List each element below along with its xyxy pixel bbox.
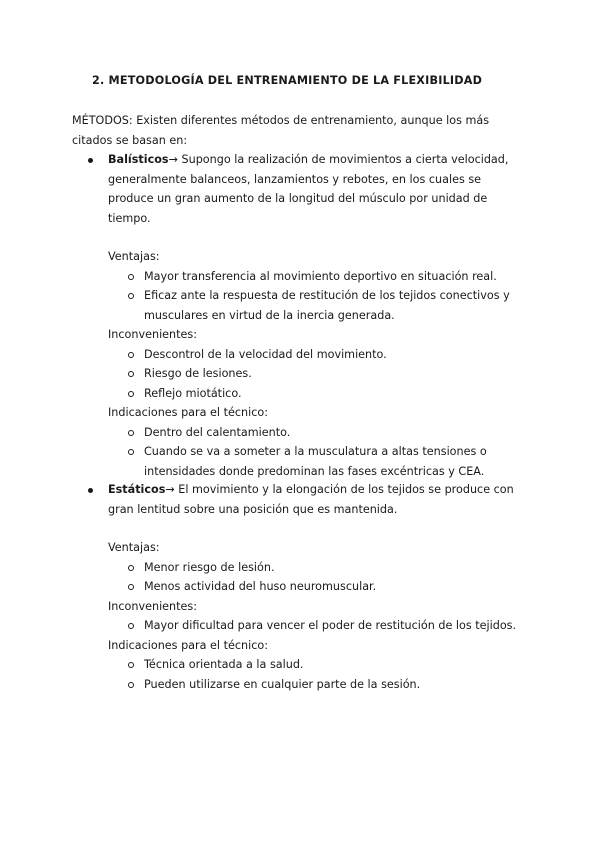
inconvenientes-label: Inconvenientes: [108, 328, 198, 341]
method-balisticos [0, 150, 600, 481]
ventajas-label: Ventajas: [108, 541, 160, 554]
method-name: Balísticos [108, 153, 169, 166]
list-item [0, 655, 534, 675]
circle-bullet-icon [128, 623, 134, 629]
list-item-text: Mayor transferencia al movimiento deportivo en situación real. [144, 269, 497, 283]
circle-bullet-icon [128, 352, 134, 358]
circle-bullet-icon [128, 682, 134, 688]
method-name: Estáticos [108, 483, 166, 496]
arrow-icon: → [165, 483, 175, 496]
list-item [0, 675, 534, 695]
list-item [0, 286, 534, 325]
method-item [0, 480, 528, 519]
method-description: El movimiento y la elongación de los tejidos se produce con gran lentitud sobre una posición que es mantenida. [108, 483, 514, 516]
bullet-icon [88, 488, 93, 493]
list-item [0, 384, 534, 404]
intro-paragraph: MÉTODOS: Existen diferentes métodos de entrenamiento, aunque los más citados se basan en: [72, 114, 490, 147]
list-item-text: Eficaz ante la respuesta de restitución de los tejidos conectivos y musculares en virtud de la inercia generada. [144, 289, 510, 322]
list-item-text: Descontrol de la velocidad del movimiento. [144, 347, 387, 361]
circle-bullet-icon [128, 565, 134, 571]
list-item-text: Dentro del calentamiento. [144, 425, 291, 439]
list-item [0, 442, 534, 481]
method-estaticos [0, 480, 600, 694]
section-title: 2. METODOLOGÍA DEL ENTRENAMIENTO DE LA FLEXIBILIDAD [92, 74, 483, 87]
circle-bullet-icon [128, 371, 134, 377]
list-item [0, 267, 534, 287]
indicaciones-label: Indicaciones para el técnico: [108, 638, 268, 652]
list-item [0, 345, 534, 365]
list-item-text: Riesgo de lesiones. [144, 367, 252, 380]
ventajas-label: Ventajas: [108, 250, 160, 263]
circle-bullet-icon [128, 584, 134, 590]
list-item-text: Cuando se va a someter a la musculatura a altas tensiones o intensidades donde predominan las fases excéntricas y CEA. [144, 445, 487, 478]
list-item [0, 558, 534, 578]
list-item-text: Reflejo miotático. [144, 386, 242, 400]
indicaciones-label: Indicaciones para el técnico: [108, 406, 268, 419]
method-description: Supongo la realización de movimientos a cierta velocidad, generalmente balanceos, lanzamientos y rebotes, en los cuales se produce un gran aumento de la longitud del músculo por unidad de tiempo. [108, 153, 509, 225]
method-item [0, 150, 528, 228]
inconvenientes-label: Inconvenientes: [108, 599, 198, 613]
list-item-text: Mayor dificultad para vencer el poder de restitución de los tejidos. [144, 619, 517, 632]
circle-bullet-icon [128, 391, 134, 397]
list-item [0, 364, 534, 384]
list-item-text: Pueden utilizarse en cualquier parte de la sesión. [144, 677, 421, 691]
arrow-icon: → [168, 153, 178, 166]
list-item-text: Técnica orientada a la salud. [144, 658, 304, 671]
bullet-icon [88, 158, 93, 163]
list-item-text: Menor riesgo de lesión. [144, 560, 275, 574]
circle-bullet-icon [128, 274, 134, 280]
list-item [0, 423, 534, 443]
list-item [0, 577, 534, 597]
circle-bullet-icon [128, 293, 134, 299]
circle-bullet-icon [128, 430, 134, 436]
circle-bullet-icon [128, 662, 134, 668]
list-item [0, 616, 534, 636]
list-item-text: Menos actividad del huso neuromuscular. [144, 580, 377, 593]
circle-bullet-icon [128, 449, 134, 455]
